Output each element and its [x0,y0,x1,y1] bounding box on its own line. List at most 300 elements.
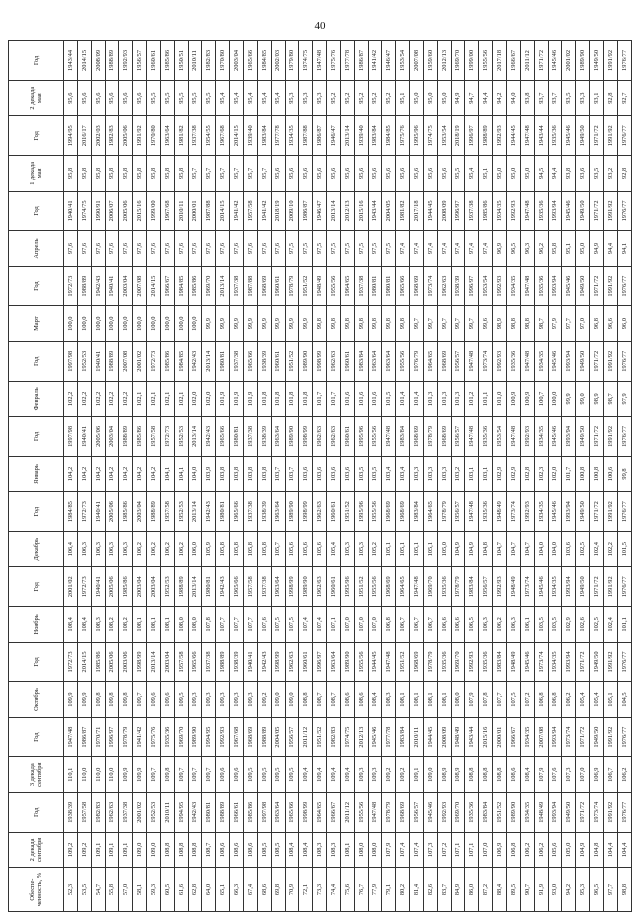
table-cell: 1989/90 [507,792,521,832]
table-cell: 1966/67 [507,717,521,757]
table-cell: 1974/75 [340,717,354,757]
table-cell: 1939/40 [243,116,257,156]
table-cell: 1964/65 [423,492,437,532]
table-cell: 104,4 [617,832,631,868]
table-cell: 1944/45 [368,642,382,682]
table-cell: 1978/79 [423,417,437,457]
table-cell: 108,1 [160,607,174,643]
table-row [133,41,147,912]
table-cell: 1968/69 [382,567,396,607]
table-cell: 106,9 [590,757,604,793]
table-cell: 1968/69 [410,417,424,457]
table-cell: 1949/50 [562,792,576,832]
table-cell: 101,8 [285,381,299,417]
table-cell: 105,1 [382,531,396,567]
table-cell: 2013/14 [147,642,161,682]
table-cell: 1963/64 [382,341,396,381]
table-cell: 102,2 [105,381,119,417]
table-cell: 106,0 [188,531,202,567]
table-cell: 97,6 [188,231,202,267]
table-cell: 109,3 [354,757,368,793]
table-cell: 95,6 [423,156,437,192]
table-cell: 1949/50 [576,116,590,156]
table-row [147,41,161,912]
table-cell: 94,4 [479,80,493,116]
table-cell: 1947/48 [368,792,382,832]
table-cell: 66,3 [230,868,244,912]
table-cell: 102,1 [133,381,147,417]
table-cell: 1983/84 [368,116,382,156]
table-cell: 1951/52 [285,341,299,381]
table-cell: 99,7 [465,306,479,342]
table-cell: 101,5 [382,381,396,417]
table-cell: 107,2 [437,832,451,868]
table-cell: 1956/57 [451,341,465,381]
table-cell: 1938/39 [230,642,244,682]
table-cell: 1982/83 [327,717,341,757]
table-cell: 101,6 [340,381,354,417]
table-cell: 1992/93 [437,792,451,832]
table-cell: 108,6 [354,682,368,718]
table-cell: 1977/78 [271,116,285,156]
table-cell: 1986/87 [313,116,327,156]
table-cell: 95,8 [91,156,105,192]
table-cell: 1987/88 [299,116,313,156]
table-cell: 99,8 [327,306,341,342]
table-cell: 99,8 [313,306,327,342]
table-cell: 1937/38 [230,341,244,381]
table-cell: 1935/36 [160,717,174,757]
table-cell: 98,8 [507,306,521,342]
table-cell: 1949/50 [576,341,590,381]
table-row [507,41,521,912]
table-cell: 1964/65 [340,266,354,306]
table-cell: 99,8 [340,306,354,342]
table-cell: 2005/06 [105,642,119,682]
table-cell: 1983/84 [396,417,410,457]
table-row [327,41,341,912]
table-cell: 2001/02 [562,41,576,81]
table-cell: 2003/04 [147,567,161,607]
table-cell: 108,0 [354,832,368,868]
table-cell: 77,9 [368,868,382,912]
table-cell: 95,4 [243,80,257,116]
table-cell: 1993/94 [548,266,562,306]
table-cell: 1949/50 [576,266,590,306]
table-cell: 1986/87 [77,717,91,757]
table-cell: 1978/79 [285,266,299,306]
table-cell: 1994/95 [174,792,188,832]
table-cell: 102,2 [603,531,617,567]
table-cell: 101,9 [230,381,244,417]
table-cell: 102,9 [507,456,521,492]
table-cell: 1969/70 [451,41,465,81]
table-cell: 105,1 [423,531,437,567]
table-cell: 1934/35 [548,567,562,607]
table-cell: 2014/15 [147,266,161,306]
column-header: Год [9,116,64,156]
column-header: Январь [9,456,64,492]
table-cell: 104,2 [133,456,147,492]
table-cell: 1983/84 [479,792,493,832]
table-cell: 106,2 [534,832,548,868]
table-cell: 97,7 [603,868,617,912]
table-row [285,41,299,912]
table-cell: 101,6 [368,381,382,417]
table-cell: 1945/46 [368,717,382,757]
table-cell: 95,6 [396,156,410,192]
table-cell: 1995/96 [354,492,368,532]
table-row [313,41,327,912]
table-cell: 108,2 [119,607,133,643]
table-cell: 2017/18 [493,41,507,81]
table-cell: 98,7 [534,306,548,342]
table-cell: 1962/63 [327,417,341,457]
table-cell: 1993/94 [562,341,576,381]
table-cell: 97,4 [396,231,410,267]
table-cell: 65,1 [216,868,230,912]
table-cell: 100,8 [590,456,604,492]
table-cell: 92,7 [617,80,631,116]
table-cell: 104,9 [576,832,590,868]
table-cell: 102,9 [493,456,507,492]
table-cell: 95,7 [257,156,271,192]
table-cell: 100,6 [603,456,617,492]
table-cell: 2003/04 [133,567,147,607]
table-cell: 2011/12 [340,792,354,832]
table-cell: 104,9 [451,531,465,567]
table-cell: 109,9 [64,682,78,718]
table-cell: 1972/73 [147,341,161,381]
table-cell: 1991/92 [603,717,617,757]
table-cell: 109,9 [133,757,147,793]
table-cell: 95,4 [257,80,271,116]
table-cell: 108,1 [147,607,161,643]
table-cell: 1982/83 [105,116,119,156]
table-cell: 97,4 [437,231,451,267]
table-cell: 1977/78 [382,717,396,757]
table-cell: 2012/13 [340,191,354,231]
table-cell: 101,5 [617,531,631,567]
table-cell: 96,8 [590,306,604,342]
table-cell: 1989/90 [576,41,590,81]
table-cell: 1998/99 [271,642,285,682]
table-cell: 1968/69 [410,642,424,682]
table-cell: 1982/83 [202,41,216,81]
table-cell: 95,6 [327,156,341,192]
table-cell: 97,6 [133,231,147,267]
table-cell: 1998/99 [313,341,327,381]
table-cell: 1941/42 [257,191,271,231]
table-cell: 1976/77 [617,717,631,757]
table-cell: 108,1 [340,832,354,868]
table-cell: 2003/04 [160,642,174,682]
table-cell: 1971/72 [590,191,604,231]
table-cell: 108,1 [423,682,437,718]
table-cell: 1940/41 [91,567,105,607]
table-cell: 1988/89 [216,642,230,682]
table-cell: 2014/15 [77,642,91,682]
table-cell: 1999/00 [465,41,479,81]
table-cell: 102,0 [188,381,202,417]
table-cell: 105,1 [410,531,424,567]
table-cell: 103,4 [382,456,396,492]
table-cell: 1971/72 [590,266,604,306]
table-cell: 1986/87 [354,41,368,81]
table-cell: 1947/48 [520,266,534,306]
table-cell: 1976/77 [617,792,631,832]
table-row [603,41,617,912]
table-cell: 1971/72 [576,792,590,832]
table-cell: 110,0 [105,757,119,793]
table-cell: 101,2 [465,381,479,417]
table-cell: 95,7 [230,156,244,192]
table-cell: 1996/97 [465,266,479,306]
table-cell: 59,3 [147,868,161,912]
table-cell: 1941/42 [230,191,244,231]
table-cell: 103,1 [465,456,479,492]
table-cell: 99,8 [354,306,368,342]
table-cell: 1940/41 [64,191,78,231]
table-cell: 1985/86 [188,266,202,306]
table-cell: 107,4 [396,832,410,868]
table-cell: 1964/65 [313,792,327,832]
table-cell: 1986/87 [299,191,313,231]
table-row [493,41,507,912]
table-cell: 2016/17 [77,116,91,156]
table-cell: 1991/92 [603,266,617,306]
table-cell: 1989/90 [285,492,299,532]
table-row [562,41,576,912]
table-cell: 1981/82 [396,191,410,231]
table-cell: 109,5 [257,757,271,793]
table-cell: 1956/57 [451,417,465,457]
table-cell: 1968/69 [396,492,410,532]
table-cell: 109,3 [202,682,216,718]
table-cell: 1971/72 [576,717,590,757]
table-cell: 64,0 [202,868,216,912]
table-cell: 106,7 [423,607,437,643]
table-cell: 1957/58 [147,417,161,457]
table-cell: 101,1 [617,607,631,643]
table-cell: 109,3 [230,682,244,718]
table-rotation-wrapper [8,40,632,912]
table-cell: 1991/92 [603,191,617,231]
table-row [299,41,313,912]
table-cell: 106,4 [64,531,78,567]
table-cell: 107,7 [493,682,507,718]
table-cell: 1959/60 [423,41,437,81]
table-cell: 1998/99 [299,492,313,532]
table-cell: 101,9 [243,381,257,417]
table-cell: 1975/76 [327,41,341,81]
table-cell: 1938/39 [64,792,78,832]
table-cell: 1965/66 [230,492,244,532]
table-cell: 1996/97 [105,717,119,757]
table-cell: 84,9 [451,868,465,912]
table-cell: 109,0 [133,832,147,868]
table-cell: 105,8 [230,531,244,567]
table-cell: 95,7 [188,156,202,192]
table-cell: 1992/93 [493,341,507,381]
table-cell: 107,1 [327,607,341,643]
table-cell: 97,5 [327,231,341,267]
table-cell: 1965/66 [188,642,202,682]
table-cell: 93,5 [590,156,604,192]
table-cell: 1942/43 [188,341,202,381]
table-cell: 97,6 [174,231,188,267]
table-cell: 101,8 [257,381,271,417]
table-cell: 107,0 [340,607,354,643]
table-cell: 97,4 [410,231,424,267]
table-cell: 109,4 [327,757,341,793]
table-cell: 103,3 [423,456,437,492]
table-cell: 108,3 [327,832,341,868]
table-cell: 108,7 [202,832,216,868]
table-cell: 1997/98 [64,341,78,381]
table-cell: 1963/64 [327,642,341,682]
table-cell: 108,9 [451,757,465,793]
column-header: Декабрь [9,531,64,567]
table-cell: 95,8 [64,156,78,192]
table-cell: 95,0 [423,80,437,116]
table-cell: 100,0 [119,306,133,342]
table-cell: 1942/43 [202,417,216,457]
table-cell: 82,6 [423,868,437,912]
table-cell: 109,1 [410,757,424,793]
table-cell: 1949/50 [590,41,604,81]
table-row [77,41,91,912]
table-cell: 106,3 [507,607,521,643]
table-cell: 106,7 [410,607,424,643]
table-cell: 94,2 [493,80,507,116]
table-cell: 1937/38 [230,266,244,306]
table-cell: 68,6 [257,868,271,912]
table-cell: 105,6 [548,832,562,868]
table-cell: 107,4 [299,607,313,643]
table-cell: 107,0 [576,757,590,793]
table-cell: 1994/95 [64,116,78,156]
table-cell: 104,0 [534,531,548,567]
table-cell: 1963/64 [271,792,285,832]
table-cell: 106,8 [382,607,396,643]
table-cell: 1988/89 [479,116,493,156]
table-row [437,41,451,912]
table-cell: 99,9 [285,306,299,342]
table-cell: 107,0 [354,607,368,643]
table-cell: 106,7 [396,607,410,643]
table-cell: 2000/01 [188,191,202,231]
table-cell: 1947/48 [382,642,396,682]
table-cell: 104,7 [507,531,521,567]
table-cell: 103,1 [479,456,493,492]
table-cell: 106,2 [174,531,188,567]
table-cell: 106,3 [105,531,119,567]
table-cell: 92,8 [603,80,617,116]
table-cell: 98,9 [590,381,604,417]
table-cell: 1988/89 [216,792,230,832]
table-cell: 1968/69 [437,341,451,381]
table-cell: 108,3 [91,607,105,643]
table-cell: 103,2 [451,456,465,492]
table-cell: 101,4 [410,381,424,417]
table-cell: 102,0 [202,381,216,417]
table-cell: 95,6 [368,156,382,192]
table-cell: 1968/69 [410,266,424,306]
table-cell: 2005/06 [119,191,133,231]
table-cell: 101,1 [479,381,493,417]
table-cell: 2015/16 [479,717,493,757]
column-header: 3 декада сентября [9,757,64,793]
table-cell: 1983/84 [465,567,479,607]
table-cell: 58,1 [133,868,147,912]
table-cell: 95,8 [147,156,161,192]
table-cell: 108,8 [465,757,479,793]
table-cell: 1965/66 [230,567,244,607]
column-header: 1 декада мая [9,156,64,192]
table-cell: 95,7 [216,156,230,192]
table-cell: 1968/69 [382,492,396,532]
table-cell: 80,2 [396,868,410,912]
table-cell: 2013/14 [327,191,341,231]
table-cell: 1966/67 [507,41,521,81]
column-header: Апрель [9,231,64,267]
table-cell: 105,1 [396,531,410,567]
table-cell: 1960/61 [299,642,313,682]
table-cell: 1969/70 [423,567,437,607]
table-cell: 2010/11 [160,792,174,832]
table-cell: 1964/65 [423,341,437,381]
table-cell: 108,1 [437,682,451,718]
table-cell: 102,2 [119,381,133,417]
table-cell: 108,0 [188,607,202,643]
table-cell: 105,7 [271,531,285,567]
table-cell: 97,0 [576,306,590,342]
table-cell: 108,3 [382,682,396,718]
table-cell: 1968/69 [257,266,271,306]
table-cell: 73,3 [313,868,327,912]
table-cell: 100,0 [174,306,188,342]
table-cell: 1947/48 [410,567,424,607]
table-cell: 1957/58 [160,492,174,532]
table-cell: 101,6 [354,381,368,417]
table-cell: 1973/74 [423,266,437,306]
table-cell: 2013/14 [202,341,216,381]
table-cell: 105,1 [603,682,617,718]
table-cell: 1949/50 [576,492,590,532]
table-cell: 95,1 [479,156,493,192]
table-cell: 108,8 [479,757,493,793]
table-cell: 100,0 [147,306,161,342]
table-cell: 109,8 [119,682,133,718]
table-cell: 1951/52 [354,567,368,607]
table-cell: 108,1 [396,682,410,718]
table-cell: 1993/94 [562,567,576,607]
table-cell: 101,8 [271,381,285,417]
table-cell: 1980/81 [202,567,216,607]
table-cell: 2003/06 [119,642,133,682]
table-cell: 1951/52 [313,717,327,757]
table-cell: 1940/41 [243,642,257,682]
table-cell: 1943/44 [465,717,479,757]
table-cell: 1974/75 [299,41,313,81]
table-cell: 2005/06 [91,417,105,457]
table-row [617,41,631,912]
table-cell: 95,2 [354,80,368,116]
table-cell: 106,3 [119,531,133,567]
table-cell: 96,2 [534,231,548,267]
table-cell: 110,1 [64,757,78,793]
